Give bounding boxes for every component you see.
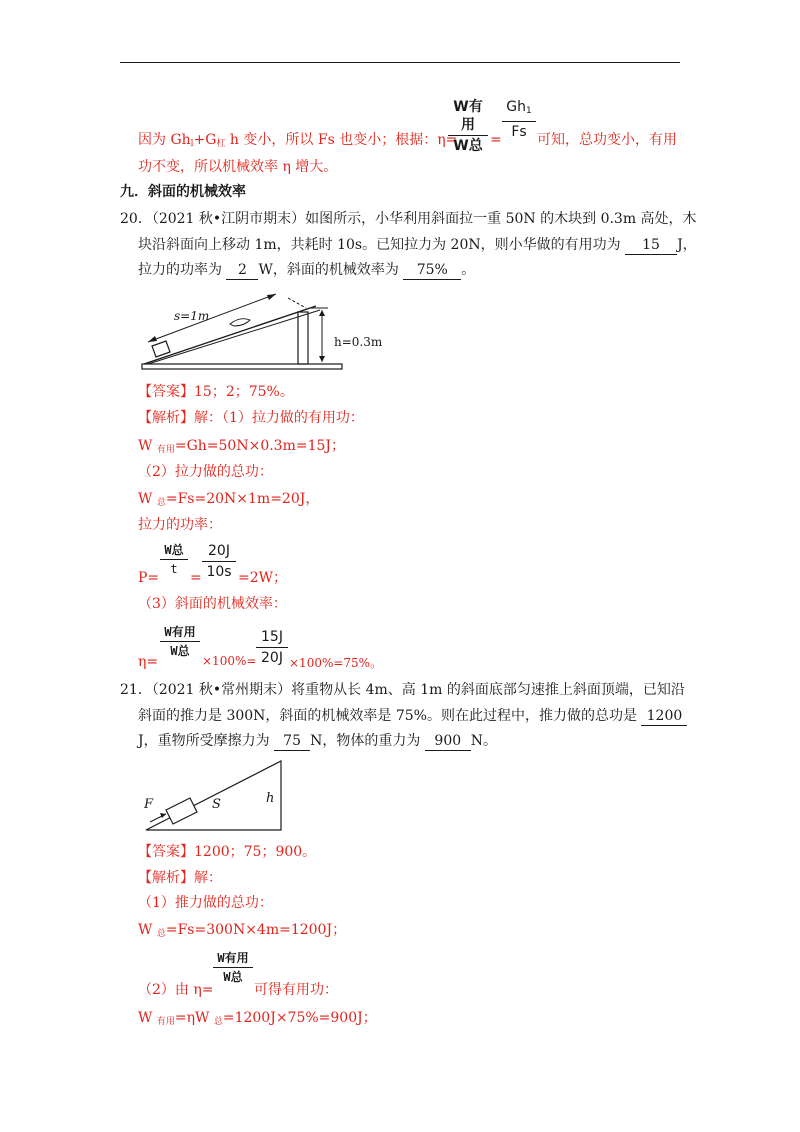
q20-power-eq: = bbox=[190, 570, 202, 586]
prev-solution-line1-end: 可知，总功变小，有用 bbox=[537, 132, 677, 148]
q20-line2: 块沿斜面向上移动 1m，共耗时 10s。已知拉力为 20N，则小华做的有用功为 15 J， bbox=[138, 237, 697, 253]
efficiency-fraction-1: W有用 W总 bbox=[448, 98, 488, 155]
q20-efficiency-fraction-2: 15J 20J bbox=[256, 628, 288, 667]
q21-s-label: S bbox=[212, 797, 221, 812]
q20-step1: W $_{有用}$=Gh=50N×0.3m=15J； bbox=[138, 438, 346, 455]
q21-line3: J，重物所受摩擦力为 75 N，物体的重力为 900 N。 bbox=[138, 733, 498, 749]
q20-answer-blank-2: 2 bbox=[226, 262, 258, 280]
q20-efficiency-fraction-1: W有用 W总 bbox=[160, 624, 200, 659]
q21-step1-title: （1）推力做的总功： bbox=[138, 895, 273, 911]
header-rule bbox=[120, 62, 680, 63]
q20-power-rhs: =2W； bbox=[238, 570, 288, 586]
q20-efficiency-mid: ×100%= bbox=[202, 654, 257, 668]
section-title: 九．斜面的机械效率 bbox=[120, 184, 246, 200]
equals-sign: = bbox=[490, 132, 502, 148]
q20-step3-title: （3）斜面的机械效率： bbox=[138, 596, 287, 612]
q20-line1: 20．（2021 秋•江阴市期末）如图所示，小华利用斜面拉一重 50N 的木块到 0.3m 高处，木 bbox=[120, 211, 697, 227]
q21-line2: 斜面的推力是 300N，斜面的机械效率是 75%。则在此过程中，推力做的总功是 1200 bbox=[138, 706, 687, 726]
q21-answer: 【答案】1200；75；900。 bbox=[138, 844, 317, 860]
q21-f-label: F bbox=[144, 797, 154, 812]
q21-step2-prefix: （2）由 η= bbox=[138, 982, 214, 998]
q21-h-label: h bbox=[266, 791, 275, 806]
efficiency-fraction-2: $Gh_1$ Fs bbox=[502, 98, 536, 141]
q21-efficiency-fraction: W有用 W总 bbox=[213, 950, 253, 985]
q20-line3: 拉力的功率为 2 W，斜面的机械效率为 75% 。 bbox=[138, 262, 476, 278]
q21-analysis-title: 【解析】解： bbox=[138, 870, 222, 886]
q20-h-label: h=0.3m bbox=[334, 335, 383, 349]
q20-step2-title: （2）拉力做的总功： bbox=[138, 464, 273, 480]
q20-s-label: s=1m bbox=[174, 309, 210, 323]
q20-answer: 【答案】15；2；75%。 bbox=[138, 384, 294, 400]
q20-efficiency-lhs: η= bbox=[138, 654, 159, 670]
q20-power-title: 拉力的功率： bbox=[138, 517, 222, 533]
q20-incline-figure bbox=[138, 284, 398, 376]
q20-step2: W $_总$=Fs=20N×1m=20J， bbox=[138, 491, 320, 508]
q20-efficiency-rhs: ×100%=75%。 bbox=[289, 656, 383, 670]
q20-answer-blank-3: 75% bbox=[403, 262, 461, 280]
prev-solution-line1: 因为 $Gh_l+G_杠$ h 变小，所以 Fs 也变小；根据：η= bbox=[138, 132, 458, 149]
q20-answer-blank-1: 15 bbox=[625, 237, 677, 255]
q21-step3: W $_{有用}$=ηW $_总$=1200J×75%=900J； bbox=[138, 1010, 377, 1027]
prev-solution-line2: 功不变，所以机械效率 η 增大。 bbox=[138, 159, 338, 175]
q21-answer-blank-2: 75 bbox=[274, 733, 310, 751]
q21-incline-figure bbox=[140, 756, 290, 836]
q20-power-fraction-2: 20J 10s bbox=[202, 542, 236, 581]
q20-power-fraction-1: W总 t bbox=[160, 542, 188, 577]
q21-answer-blank-3: 900 bbox=[425, 733, 471, 751]
q21-step1: W $_总$=Fs=300N×4m=1200J； bbox=[138, 922, 347, 939]
q21-answer-blank-1: 1200 bbox=[641, 708, 687, 726]
q20-analysis-title: 【解析】解：（1）拉力做的有用功： bbox=[138, 410, 364, 426]
q21-line1: 21．（2021 秋•常州期末）将重物从长 4m、高 1m 的斜面底部匀速推上斜面顶端，已知沿 bbox=[120, 682, 685, 698]
q20-power-lhs: P= bbox=[138, 570, 160, 586]
q21-step2-suffix: 可得有用功： bbox=[254, 982, 338, 998]
